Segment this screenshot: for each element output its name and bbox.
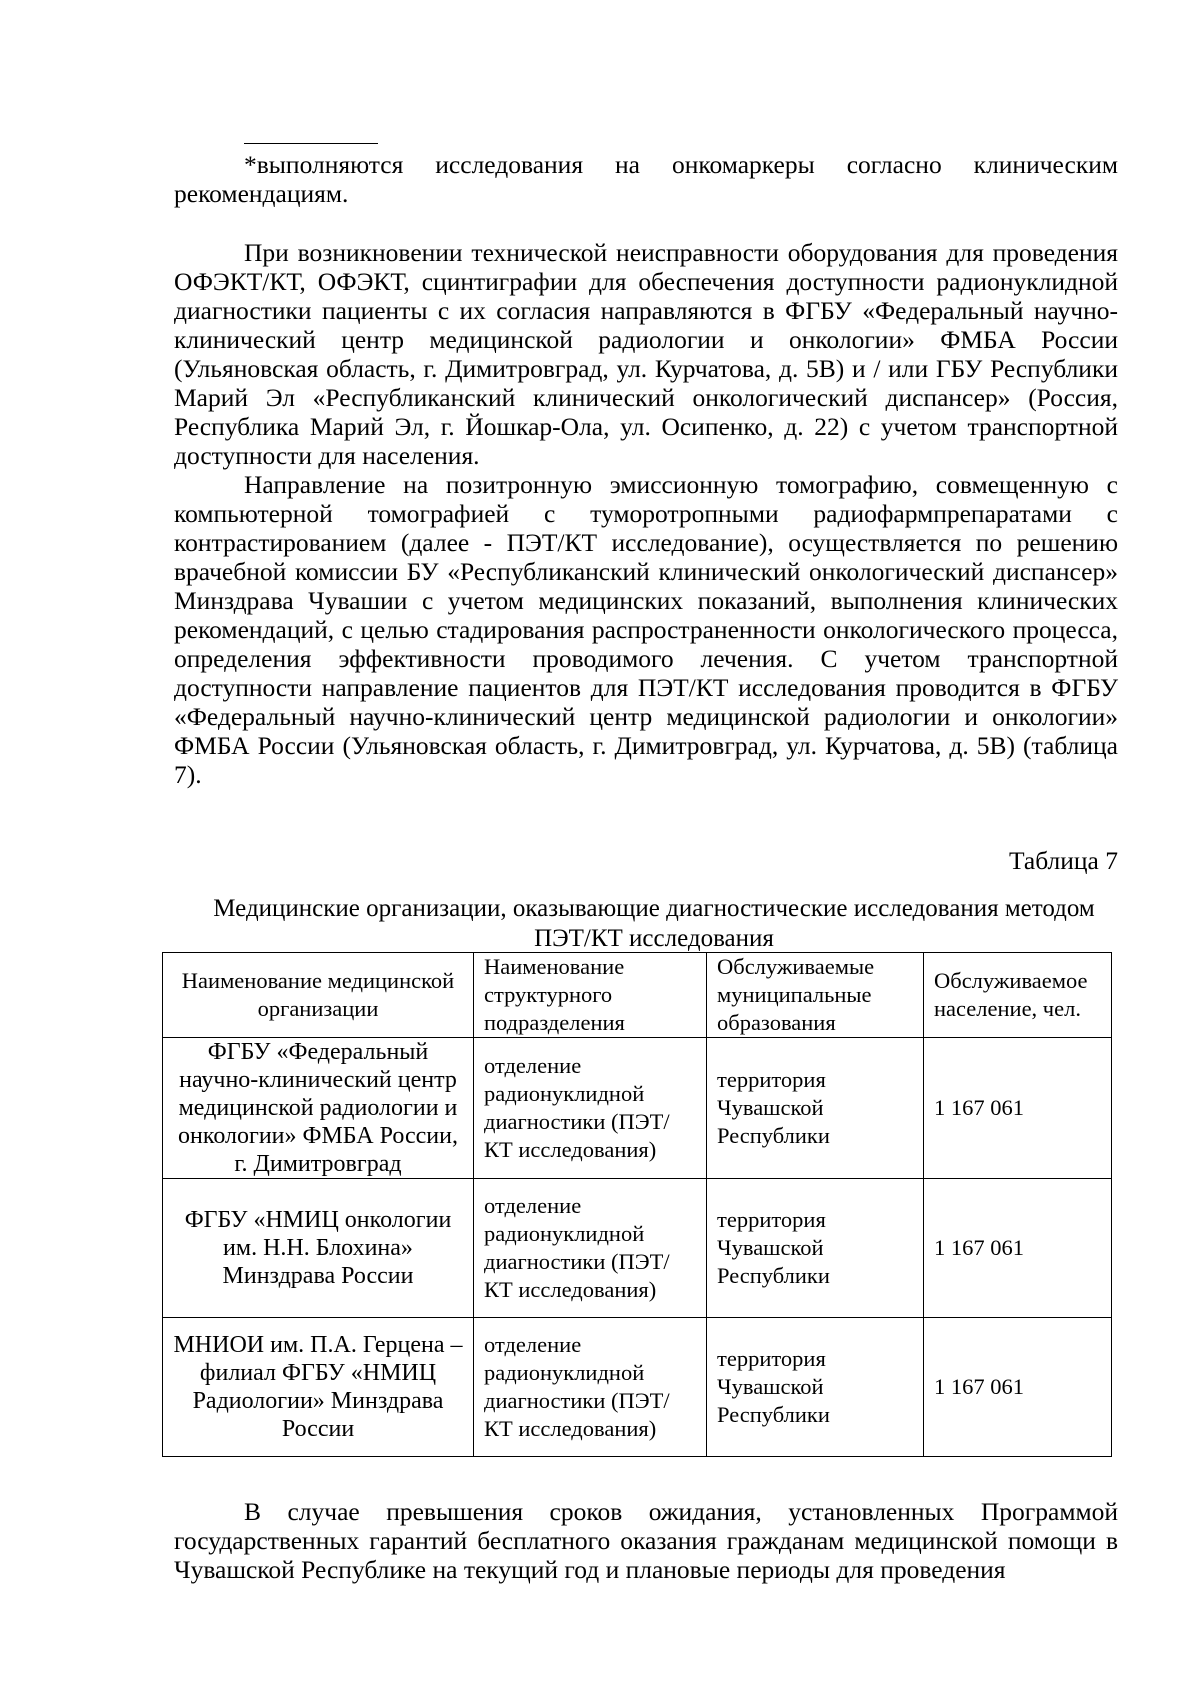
cell-municipalities: территория Чувашской Республики	[707, 1318, 924, 1457]
cell-subdivision: отделение радионуклидной диагностики (ПЭТ/КТ исследования)	[474, 1179, 707, 1318]
header-municipalities: Обслуживаемые муниципальные образования	[707, 953, 924, 1038]
table-row	[163, 1179, 1112, 1318]
cell-population: 1 167 061	[924, 1318, 1112, 1457]
table-label: Таблица 7	[1008, 846, 1118, 875]
cell-organization: МНИОИ им. П.А. Герцена – филиал ФГБУ «НМИЦ Радиологии» Минздрава России	[163, 1318, 474, 1457]
cell-subdivision: отделение радионуклидной диагностики (ПЭТ/КТ исследования)	[474, 1318, 707, 1457]
header-population: Обслуживаемое население, чел.	[924, 953, 1112, 1038]
table-header-row	[163, 953, 1112, 1038]
paragraph-text: Направление на позитронную эмиссионную томографию, совмещенную с компьютерной томографией с туморотропными радиофармпрепаратами с контрастированием (далее - ПЭТ/КТ исследование), осуществляется по решению врачебной комиссии БУ «Республиканский клинический онкологический диспансер» Минздрава Чувашии с учетом медицинских показаний, выполнения клинических рекомендаций, с целью стадирования распространенности онкологического процесса, определения эффективности проводимого лечения. С учетом транспортной доступности направление пациентов для ПЭТ/КТ исследования проводится в ФГБУ «Федеральный научно-клинический центр медицинской радиологии и онкологии» ФМБА России (Ульяновская область, г. Димитровград, ул. Курчатова, д. 5В) (таблица 7).	[174, 470, 1118, 789]
cell-population: 1 167 061	[924, 1179, 1112, 1318]
cell-municipalities: территория Чувашской Республики	[707, 1179, 924, 1318]
cell-population: 1 167 061	[924, 1038, 1112, 1179]
footnote	[174, 150, 1118, 208]
paragraph-waiting-periods	[174, 1497, 1118, 1584]
header-subdivision: Наименование структурного подразделения	[474, 953, 707, 1038]
pet-ct-organizations-table	[162, 952, 1112, 1457]
paragraph-text: В случае превышения сроков ожидания, установленных Программой государственных гарантий бесплатного оказания гражданам медицинской помощи в Чувашской Республике на текущий год и плановые периоды для проведения	[174, 1497, 1118, 1584]
footnote-separator	[244, 143, 378, 144]
header-organization: Наименование медицинской организации	[163, 953, 474, 1038]
table-title: Медицинские организации, оказывающие диагностические исследования методом ПЭТ/КТ исследования	[213, 895, 1095, 952]
cell-organization: ФГБУ «Федеральный научно-клинический центр медицинской радиологии и онкологии» ФМБА России, г. Димитровград	[163, 1038, 474, 1179]
paragraph-text: При возникновении технической неисправности оборудования для проведения ОФЭКТ/КТ, ОФЭКТ, сцинтиграфии для обеспечения доступности радионуклидной диагностики пациенты с их согласия направляются в ФГБУ «Федеральный научно-клинический центр медицинской радиологии и онкологии» ФМБА России (Ульяновская область, г. Димитровград, ул. Курчатова, д. 5В) и / или ГБУ Республики Марий Эл «Республиканский клинический онкологический диспансер» (Россия, Республика Марий Эл, г. Йошкар-Ола, ул. Осипенко, д. 22) с учетом транспортной доступности для населения.	[174, 238, 1118, 470]
cell-subdivision: отделение радионуклидной диагностики (ПЭТ/КТ исследования)	[474, 1038, 707, 1179]
table-row	[163, 1038, 1112, 1179]
footnote-text: *выполняются исследования на онкомаркеры согласно клиническим рекомендациям.	[174, 150, 1118, 208]
table-row	[163, 1318, 1112, 1457]
cell-municipalities: территория Чувашской Республики	[707, 1038, 924, 1179]
paragraph-equipment-malfunction	[174, 238, 1118, 789]
cell-organization: ФГБУ «НМИЦ онкологии им. Н.Н. Блохина» Минздрава России	[163, 1179, 474, 1318]
